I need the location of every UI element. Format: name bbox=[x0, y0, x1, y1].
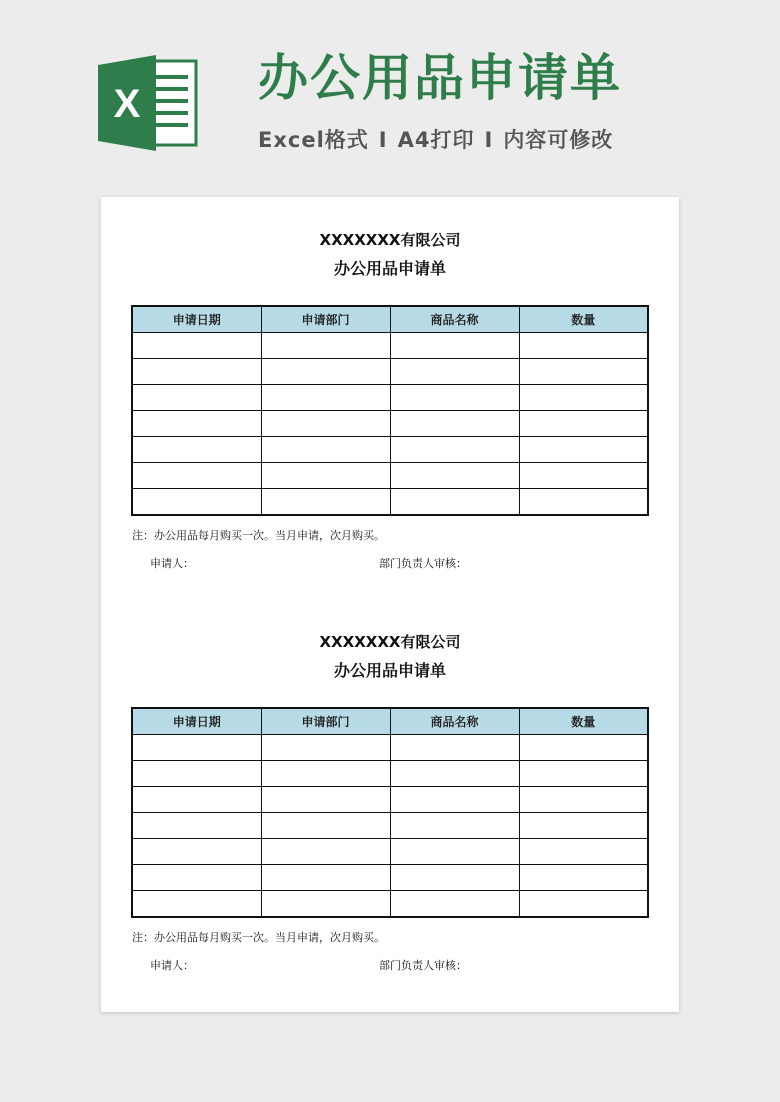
table-cell[interactable] bbox=[519, 813, 648, 839]
tagline-editable: 内容可修改 bbox=[503, 128, 614, 152]
table-cell[interactable] bbox=[261, 385, 390, 411]
table-row bbox=[132, 359, 648, 385]
column-header: 申请部门 bbox=[261, 306, 390, 333]
request-table bbox=[131, 305, 649, 516]
column-header: 商品名称 bbox=[390, 306, 519, 333]
tagline-separator: I bbox=[378, 128, 388, 152]
table-cell[interactable] bbox=[261, 735, 390, 761]
column-header: 申请日期 bbox=[132, 306, 261, 333]
table-cell[interactable] bbox=[132, 463, 261, 489]
table-cell[interactable] bbox=[132, 411, 261, 437]
table-cell[interactable] bbox=[261, 891, 390, 918]
table-cell[interactable] bbox=[132, 839, 261, 865]
table-cell[interactable] bbox=[261, 813, 390, 839]
table-cell[interactable] bbox=[519, 489, 648, 516]
table-cell[interactable] bbox=[519, 865, 648, 891]
table-cell[interactable] bbox=[132, 437, 261, 463]
table-cell[interactable] bbox=[261, 463, 390, 489]
table-cell[interactable] bbox=[519, 463, 648, 489]
table-cell[interactable] bbox=[261, 333, 390, 359]
table-cell[interactable] bbox=[132, 385, 261, 411]
table-cell[interactable] bbox=[390, 359, 519, 385]
table-cell[interactable] bbox=[390, 489, 519, 516]
table-cell[interactable] bbox=[519, 787, 648, 813]
application-form bbox=[101, 229, 679, 570]
table-cell[interactable] bbox=[390, 787, 519, 813]
applicant-label: 申请人： bbox=[150, 959, 194, 972]
excel-logo-icon bbox=[98, 55, 198, 151]
table-header-row bbox=[132, 306, 648, 333]
application-form bbox=[101, 631, 679, 972]
table-cell[interactable] bbox=[390, 891, 519, 918]
table-cell[interactable] bbox=[519, 891, 648, 918]
table-cell[interactable] bbox=[261, 865, 390, 891]
column-header: 数量 bbox=[519, 306, 648, 333]
column-header: 申请日期 bbox=[132, 708, 261, 735]
table-cell[interactable] bbox=[132, 787, 261, 813]
column-header: 数量 bbox=[519, 708, 648, 735]
table-cell[interactable] bbox=[132, 813, 261, 839]
table-cell[interactable] bbox=[261, 411, 390, 437]
table-row bbox=[132, 735, 648, 761]
table-cell[interactable] bbox=[261, 761, 390, 787]
logo-letter: X bbox=[113, 82, 141, 126]
table-row bbox=[132, 411, 648, 437]
table-cell[interactable] bbox=[261, 839, 390, 865]
column-header: 申请部门 bbox=[261, 708, 390, 735]
table-row bbox=[132, 839, 648, 865]
table-cell[interactable] bbox=[261, 787, 390, 813]
form-note: 注：办公用品每月购买一次。当月申请，次月购买。 bbox=[132, 931, 385, 944]
table-cell[interactable] bbox=[519, 437, 648, 463]
table-cell[interactable] bbox=[261, 489, 390, 516]
form-title: 办公用品申请单 bbox=[333, 661, 446, 680]
table-cell[interactable] bbox=[390, 813, 519, 839]
table-cell[interactable] bbox=[132, 761, 261, 787]
table-cell[interactable] bbox=[261, 359, 390, 385]
tagline-print: A4打印 bbox=[397, 128, 475, 152]
applicant-label: 申请人： bbox=[150, 557, 194, 570]
table-row bbox=[132, 489, 648, 516]
table-cell[interactable] bbox=[519, 333, 648, 359]
reviewer-label: 部门负责人审核： bbox=[379, 959, 467, 972]
request-table bbox=[131, 707, 649, 918]
table-row bbox=[132, 865, 648, 891]
table-cell[interactable] bbox=[390, 385, 519, 411]
table-cell[interactable] bbox=[519, 761, 648, 787]
form-title: 办公用品申请单 bbox=[333, 259, 446, 278]
table-cell[interactable] bbox=[132, 735, 261, 761]
table-cell[interactable] bbox=[390, 333, 519, 359]
table-cell[interactable] bbox=[519, 735, 648, 761]
table-row bbox=[132, 813, 648, 839]
table-cell[interactable] bbox=[132, 865, 261, 891]
table-cell[interactable] bbox=[390, 761, 519, 787]
company-name: XXXXXXX有限公司 bbox=[319, 633, 461, 651]
tagline bbox=[258, 124, 698, 154]
table-cell[interactable] bbox=[390, 463, 519, 489]
table-row bbox=[132, 463, 648, 489]
table-cell[interactable] bbox=[132, 489, 261, 516]
table-cell[interactable] bbox=[519, 359, 648, 385]
header bbox=[0, 0, 780, 190]
table-cell[interactable] bbox=[519, 839, 648, 865]
table-row bbox=[132, 437, 648, 463]
table-cell[interactable] bbox=[132, 359, 261, 385]
page-title: 办公用品申请单 bbox=[258, 49, 622, 107]
table-row bbox=[132, 787, 648, 813]
table-cell[interactable] bbox=[390, 411, 519, 437]
table-header-row bbox=[132, 708, 648, 735]
reviewer-label: 部门负责人审核： bbox=[379, 557, 467, 570]
table-row bbox=[132, 333, 648, 359]
table-row bbox=[132, 891, 648, 918]
tagline-separator: I bbox=[484, 128, 494, 152]
table-cell[interactable] bbox=[132, 891, 261, 918]
company-name: XXXXXXX有限公司 bbox=[319, 231, 461, 249]
column-header: 商品名称 bbox=[390, 708, 519, 735]
table-cell[interactable] bbox=[390, 735, 519, 761]
form-note: 注：办公用品每月购买一次。当月申请，次月购买。 bbox=[132, 529, 385, 542]
table-cell[interactable] bbox=[519, 411, 648, 437]
table-cell[interactable] bbox=[390, 839, 519, 865]
table-row bbox=[132, 385, 648, 411]
tagline-format: Excel格式 bbox=[258, 128, 369, 152]
table-cell[interactable] bbox=[390, 437, 519, 463]
table-row bbox=[132, 761, 648, 787]
table-cell[interactable] bbox=[132, 333, 261, 359]
table-cell[interactable] bbox=[261, 437, 390, 463]
table-cell[interactable] bbox=[519, 385, 648, 411]
document-page bbox=[101, 197, 679, 1012]
table-cell[interactable] bbox=[390, 865, 519, 891]
